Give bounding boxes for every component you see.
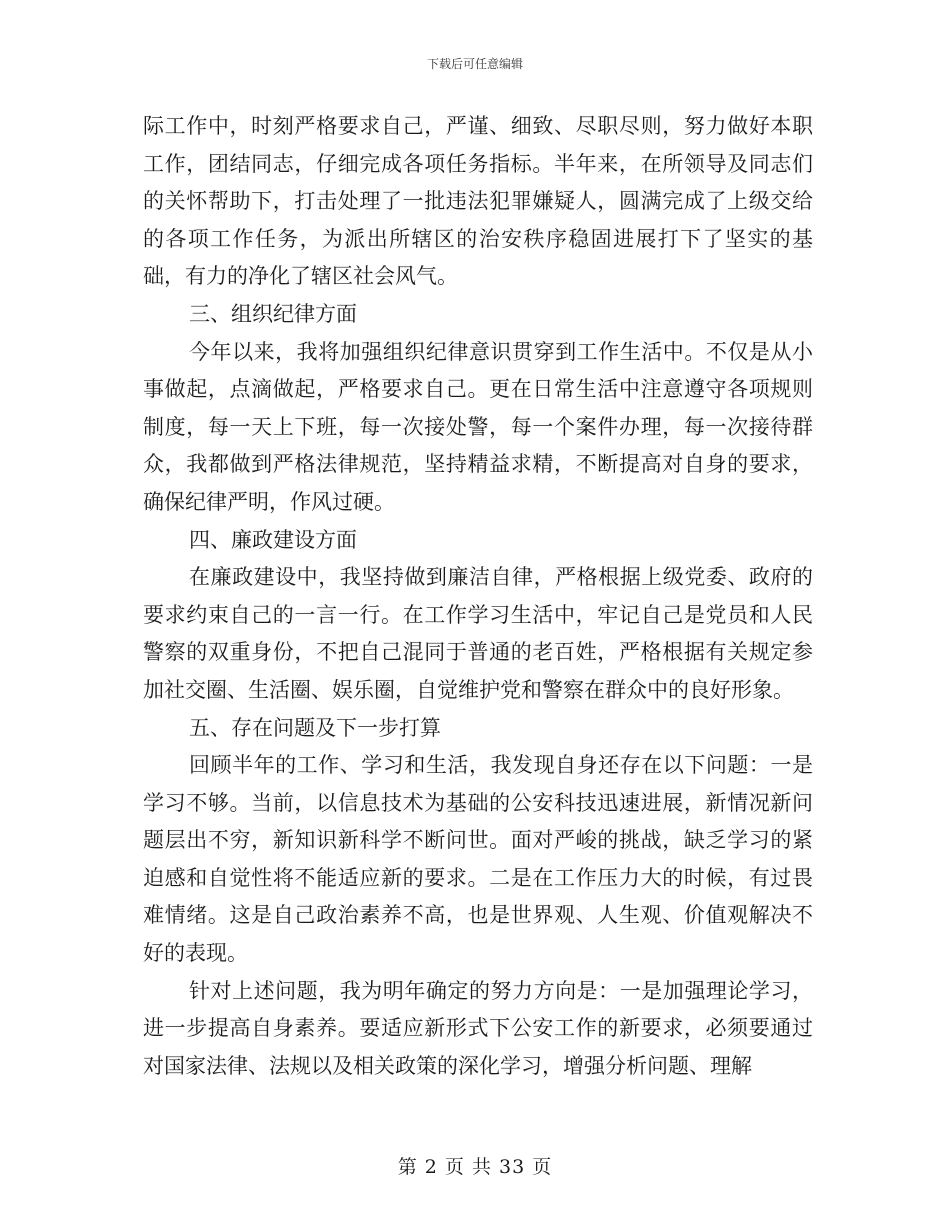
paragraph-discipline: 今年以来，我将加强组织纪律意识贯穿到工作生活中。不仅是从小事做起，点滴做起，严格要求自己。更在日常生活中注意遵守各项规则制度，每一天上下班，每一次接处警，每一个案件办理，每一次接待群众，我都做到严格法律规范，坚持精益求精，不断提高对自身的要求，确保纪律严明，作风过硬。 <box>143 339 813 514</box>
paragraph-integrity: 在廉政建设中，我坚持做到廉洁自律，严格根据上级党委、政府的要求约束自己的一言一行。在工作学习生活中，牢记自己是党员和人民警察的双重身份，不把自己混同于普通的老百姓，严格根据有关规定参加社交圈、生活圈、娱乐圈，自觉维护党和警察在群众中的良好形象。 <box>143 565 813 702</box>
page-header: 下载后可任意编辑 <box>426 57 523 71</box>
page-number-footer: 第 2 页 共 33 页 <box>397 1156 553 1178</box>
paragraph-problems: 回顾半年的工作、学习和生活，我发现自身还存在以下问题：一是学习不够。当前，以信息技术为基础的公安科技迅速进展，新情况新问题层出不穷，新知识新科学不断问世。面对严峻的挑战，缺乏学习的紧迫感和自觉性将不能适应新的要求。二是在工作压力大的时候，有过畏难情绪。这是自己政治素养不高，也是世界观、人生观、价值观解决不好的表现。 <box>143 753 813 966</box>
section-heading-problems-plans: 五、存在问题及下一步打算 <box>189 715 441 740</box>
document-body <box>143 108 813 1085</box>
section-heading-discipline: 三、组织纪律方面 <box>189 301 357 326</box>
section-heading-integrity: 四、廉政建设方面 <box>189 527 357 552</box>
paragraph-continuation: 际工作中，时刻严格要求自己，严谨、细致、尽职尽则，努力做好本职工作，团结同志，仔细完成各项任务指标。半年来，在所领导及同志们的关怀帮助下，打击处理了一批违法犯罪嫌疑人，圆满完成了上级交给的各项工作任务，为派出所辖区的治安秩序稳固进展打下了坚实的基础，有力的净化了辖区社会风气。 <box>143 114 813 289</box>
paragraph-plans: 针对上述问题，我为明年确定的努力方向是：一是加强理论学习，进一步提高自身素养。要适应新形式下公安工作的新要求，必须要通过对国家法律、法规以及相关政策的深化学习，增强分析问题、理解 <box>143 978 813 1078</box>
